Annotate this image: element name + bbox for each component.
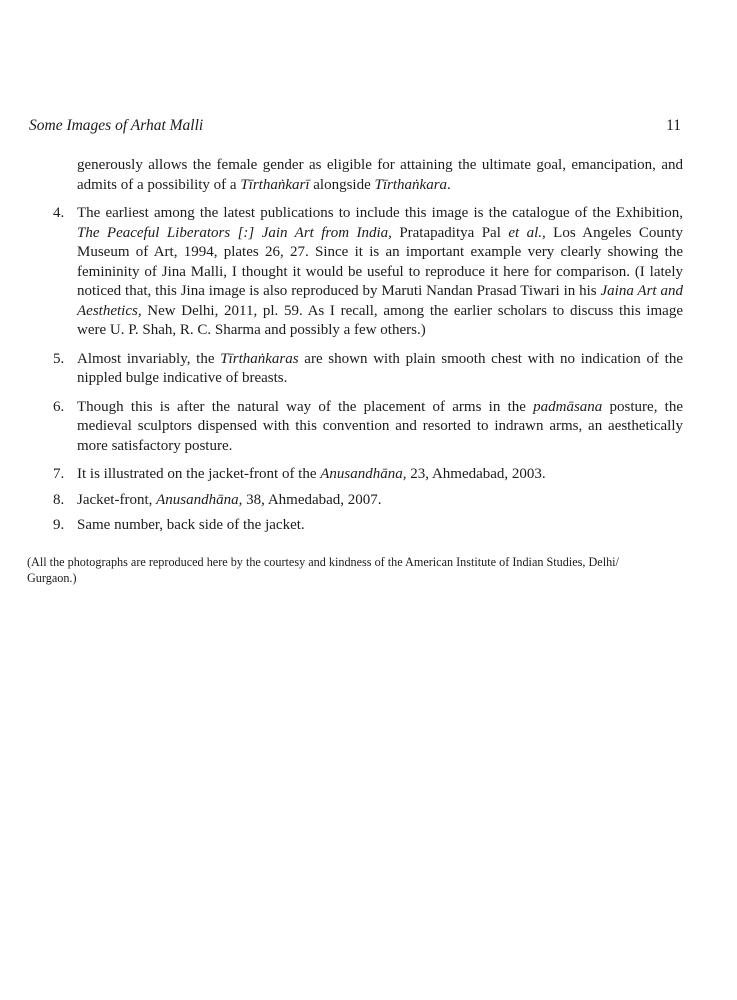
- text-run: Same number, back side of the jacket.: [77, 517, 305, 533]
- italic-term: Tīrthaṅkara: [374, 176, 448, 193]
- text-run: Los Angeles County Museum of Art, 1994, plates 26, 27. Since it is an important example very clearly showing the femininity of Jina Malli, I thought it would be useful to reproduce it here for comparison. (I lately noticed that, this Jina image is also reproduced by Maruti Nandan Prasad Tiwari in his: [77, 224, 684, 299]
- text-run: The earliest among the latest publications to include this image is the catalogue of the Exhibition,: [77, 205, 683, 221]
- running-header: [29, 117, 681, 135]
- note-number: 9.: [53, 517, 65, 533]
- text-run: Jacket-front,: [77, 491, 157, 508]
- italic-term: et al.,: [508, 224, 546, 241]
- italic-term: padmāsana: [533, 398, 603, 415]
- endnotes: [53, 156, 683, 542]
- text-run: 38, Ahmedabad, 2007.: [242, 491, 382, 508]
- note-text: [77, 398, 683, 457]
- note-text: [77, 491, 683, 511]
- text-run: Almost invariably, the: [77, 350, 221, 367]
- text-run: New Delhi, 2011, pl. 59. As I recall, among the earlier scholars to discuss this image were U. P. Shah, R. C. Sharma and possibly a few others.): [77, 302, 683, 338]
- text-run: generously allows the female gender as eligible for attaining the ultimate goal, emancipation, and admits of a possibility of a: [77, 157, 683, 193]
- note-9: [53, 516, 683, 536]
- text-run: 23, Ahmedabad, 2003.: [406, 466, 546, 482]
- italic-title: The Peaceful Liberators [:] Jain Art from India,: [77, 224, 392, 241]
- text-run: It is illustrated on the jacket-front of the: [77, 466, 321, 482]
- running-title: Some Images of Arhat Malli: [29, 117, 204, 134]
- note-number: 6.: [53, 398, 65, 415]
- note-text: [77, 204, 683, 341]
- italic-term: Tīrthaṅkarī: [240, 176, 310, 193]
- note-text: [77, 350, 683, 389]
- note-8: [53, 491, 683, 511]
- text-run: posture, the medieval sculptors dispensed with this convention and resorted to indrawn arms, an aesthetically more satisfactory posture.: [77, 398, 684, 454]
- page-number: 11: [666, 117, 681, 134]
- italic-title: Jaina Art and Aesthetics,: [77, 283, 683, 319]
- note-number: 8.: [53, 491, 65, 508]
- note-number: 7.: [53, 466, 65, 482]
- note-7: [53, 465, 683, 485]
- photo-courtesy-note: (All the photographs are reproduced here by the courtesy and kindness of the American Institute of Indian Studies, Delhi/ Gurgaon.): [27, 555, 619, 586]
- note-number: 4.: [53, 205, 65, 221]
- text-run: are shown with plain smooth chest with no indication of the nippled bulge indicative of breasts.: [77, 350, 683, 386]
- note-continuation: [77, 156, 683, 195]
- italic-term: Tīrthaṅkaras: [220, 350, 299, 367]
- note-6: [53, 398, 683, 457]
- italic-title: Anusandhāna,: [320, 466, 407, 482]
- note-4: [53, 204, 683, 341]
- note-text: [77, 516, 683, 536]
- note-number: 5.: [53, 350, 65, 367]
- text-run: .: [447, 176, 451, 193]
- note-text: [77, 465, 683, 485]
- text-run: Pratapaditya Pal: [391, 224, 509, 241]
- italic-title: Anusandhāna,: [156, 491, 243, 508]
- text-run: Though this is after the natural way of the placement of arms in the: [77, 398, 534, 415]
- note-5: [53, 350, 683, 389]
- text-run: alongside: [309, 176, 375, 193]
